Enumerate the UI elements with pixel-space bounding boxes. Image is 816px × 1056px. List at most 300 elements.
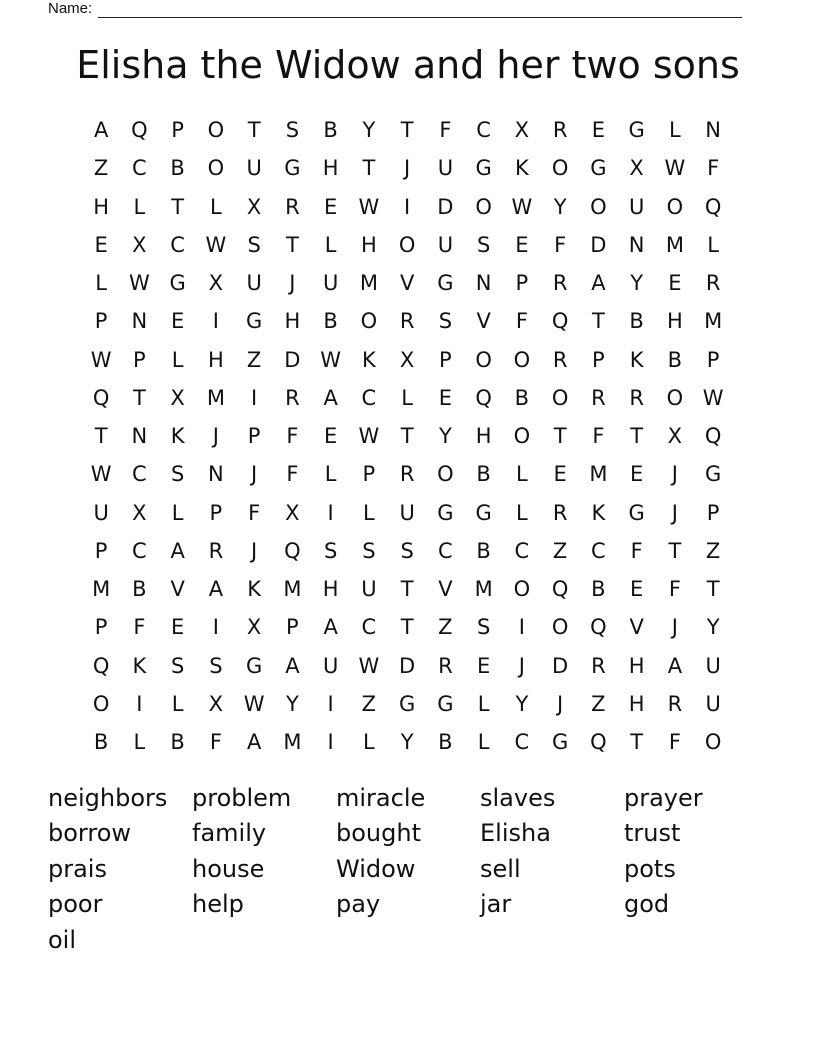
grid-cell[interactable]: P: [592, 347, 605, 372]
grid-cell[interactable]: J: [212, 424, 219, 449]
grid-cell[interactable]: R: [591, 385, 606, 410]
grid-cell[interactable]: T: [171, 194, 185, 219]
grid-cell[interactable]: R: [285, 194, 300, 219]
grid-cell[interactable]: L: [133, 730, 146, 755]
grid-cell[interactable]: B: [323, 118, 338, 143]
grid-cell[interactable]: E: [438, 385, 453, 410]
grid-cell[interactable]: M: [283, 577, 302, 602]
grid-cell[interactable]: O: [590, 194, 607, 219]
grid-cell[interactable]: Z: [246, 347, 262, 372]
grid-cell[interactable]: G: [590, 156, 607, 181]
grid-cell[interactable]: I: [327, 730, 334, 755]
grid-cell[interactable]: E: [591, 118, 606, 143]
grid-cell[interactable]: Y: [706, 615, 720, 640]
grid-cell[interactable]: I: [518, 615, 525, 640]
grid-cell[interactable]: P: [706, 500, 720, 525]
grid-cell[interactable]: R: [705, 271, 721, 296]
grid-cell[interactable]: L: [171, 500, 184, 525]
grid-cell[interactable]: E: [94, 232, 108, 257]
grid-cell[interactable]: U: [361, 577, 377, 602]
grid-cell[interactable]: U: [437, 232, 454, 257]
grid-cell[interactable]: C: [170, 232, 185, 257]
grid-cell[interactable]: M: [589, 462, 608, 487]
grid-cell[interactable]: S: [362, 538, 376, 563]
grid-cell[interactable]: M: [206, 385, 225, 410]
grid-cell[interactable]: R: [208, 538, 224, 563]
grid-cell[interactable]: A: [170, 538, 185, 563]
grid-cell[interactable]: Z: [361, 691, 377, 716]
grid-cell[interactable]: U: [399, 500, 415, 525]
page-title: Elisha the Widow and her two sons: [76, 43, 740, 87]
grid-cell[interactable]: S: [285, 118, 300, 143]
grid-cell[interactable]: R: [552, 500, 568, 525]
grid-cell[interactable]: Q: [704, 194, 722, 219]
grid-cell[interactable]: E: [323, 194, 338, 219]
grid-cell[interactable]: O: [704, 730, 722, 755]
grid-cell[interactable]: F: [668, 577, 681, 602]
grid-cell[interactable]: P: [171, 118, 184, 143]
grid-cell[interactable]: I: [327, 691, 334, 716]
grid-cell[interactable]: R: [629, 385, 644, 410]
grid-cell[interactable]: G: [475, 156, 492, 181]
grid-cell[interactable]: D: [590, 232, 607, 257]
grid-cell[interactable]: G: [475, 500, 492, 525]
grid-cell[interactable]: S: [476, 615, 491, 640]
grid-cell[interactable]: Q: [131, 118, 148, 143]
grid-cell[interactable]: V: [399, 271, 415, 296]
grid-cell[interactable]: G: [437, 500, 454, 525]
grid-cell[interactable]: H: [475, 424, 492, 449]
grid-cell[interactable]: W: [90, 347, 112, 372]
grid-cell[interactable]: Q: [92, 653, 110, 678]
grid-cell[interactable]: P: [94, 309, 108, 334]
grid-cell[interactable]: G: [437, 271, 454, 296]
grid-cell[interactable]: O: [92, 691, 110, 716]
grid-cell[interactable]: R: [667, 691, 683, 716]
grid-cell[interactable]: J: [251, 462, 258, 487]
grid-cell[interactable]: F: [248, 500, 261, 525]
grid-cell[interactable]: H: [322, 577, 339, 602]
grid-cell[interactable]: W: [358, 653, 380, 678]
grid-cell[interactable]: B: [629, 309, 644, 334]
grid-cell[interactable]: B: [476, 462, 491, 487]
grid-cell[interactable]: H: [93, 194, 110, 219]
name-field: [48, 0, 742, 18]
grid-cell[interactable]: F: [286, 424, 299, 449]
grid-cell[interactable]: M: [283, 730, 302, 755]
grid-cell[interactable]: W: [90, 462, 112, 487]
grid-cell[interactable]: E: [629, 462, 644, 487]
grid-cell[interactable]: A: [208, 577, 224, 602]
grid-cell[interactable]: I: [251, 385, 258, 410]
grid-cell[interactable]: B: [93, 730, 109, 755]
grid-cell[interactable]: D: [437, 194, 454, 219]
grid-cell[interactable]: F: [286, 462, 299, 487]
word-list-item: family: [192, 819, 267, 848]
grid-cell[interactable]: C: [514, 730, 530, 755]
grid-cell[interactable]: G: [245, 309, 263, 334]
grid-cell[interactable]: U: [322, 271, 339, 296]
grid-cell[interactable]: L: [324, 462, 337, 487]
grid-cell[interactable]: T: [630, 730, 644, 755]
grid-cell[interactable]: L: [401, 385, 413, 410]
grid-cell[interactable]: H: [628, 691, 645, 716]
grid-cell[interactable]: C: [591, 538, 606, 563]
grid-cell[interactable]: A: [285, 653, 300, 678]
grid-cell[interactable]: Y: [400, 730, 414, 755]
grid-cell[interactable]: A: [667, 653, 683, 678]
grid-cell[interactable]: J: [671, 615, 678, 640]
grid-cell[interactable]: B: [323, 309, 338, 334]
grid-cell[interactable]: X: [208, 271, 224, 296]
name-underline[interactable]: [98, 3, 742, 18]
grid-cell[interactable]: S: [323, 538, 338, 563]
grid-cell[interactable]: M: [704, 309, 723, 334]
grid-cell[interactable]: C: [132, 538, 147, 563]
grid-cell[interactable]: P: [286, 615, 299, 640]
grid-cell[interactable]: G: [628, 118, 645, 143]
grid-cell[interactable]: D: [552, 653, 569, 678]
grid-cell[interactable]: J: [557, 691, 564, 716]
grid-cell[interactable]: T: [285, 232, 299, 257]
word-list-item: prayer: [624, 783, 703, 812]
grid-cell[interactable]: T: [400, 615, 414, 640]
grid-cell[interactable]: S: [438, 309, 453, 334]
grid-cell[interactable]: H: [628, 653, 645, 678]
grid-cell[interactable]: O: [207, 118, 225, 143]
grid-cell[interactable]: X: [170, 385, 185, 410]
grid-cell[interactable]: V: [170, 577, 185, 602]
grid-cell[interactable]: O: [513, 347, 531, 372]
grid-cell[interactable]: W: [511, 194, 533, 219]
grid-cell[interactable]: Q: [551, 577, 569, 602]
grid-cell[interactable]: A: [323, 615, 338, 640]
word-list-item: Widow: [336, 854, 416, 883]
grid-cell[interactable]: P: [133, 347, 146, 372]
grid-cell[interactable]: O: [360, 309, 378, 334]
grid-cell[interactable]: G: [398, 691, 416, 716]
grid-cell[interactable]: D: [284, 347, 301, 372]
word-list: [48, 780, 768, 958]
grid-cell[interactable]: J: [404, 156, 411, 181]
grid-cell[interactable]: L: [516, 500, 528, 525]
letter-grid: [82, 111, 732, 761]
grid-cell[interactable]: F: [707, 156, 720, 181]
grid-cell[interactable]: Y: [285, 691, 299, 716]
grid-cell[interactable]: V: [476, 309, 491, 334]
grid-cell[interactable]: Q: [590, 615, 607, 640]
grid-cell[interactable]: R: [552, 118, 568, 143]
grid-cell[interactable]: U: [246, 271, 262, 296]
grid-cell[interactable]: H: [284, 309, 301, 334]
grid-cell[interactable]: R: [552, 347, 568, 372]
grid-cell[interactable]: H: [360, 232, 377, 257]
grid-cell[interactable]: H: [322, 156, 339, 181]
grid-cell[interactable]: B: [667, 347, 683, 372]
grid-cell[interactable]: H: [666, 309, 683, 334]
grid-cell[interactable]: T: [553, 424, 567, 449]
grid-cell[interactable]: P: [362, 462, 376, 487]
grid-cell[interactable]: W: [664, 156, 686, 181]
grid-cell[interactable]: W: [702, 385, 724, 410]
grid-cell[interactable]: F: [133, 615, 146, 640]
grid-cell[interactable]: I: [404, 194, 411, 219]
grid-cell[interactable]: F: [592, 424, 605, 449]
grid-cell[interactable]: F: [439, 118, 452, 143]
grid-cell[interactable]: X: [246, 615, 262, 640]
grid-cell[interactable]: X: [208, 691, 224, 716]
grid-cell[interactable]: S: [170, 462, 185, 487]
grid-cell[interactable]: X: [629, 156, 644, 181]
grid-cell[interactable]: W: [358, 194, 380, 219]
grid-cell[interactable]: V: [438, 577, 453, 602]
grid-cell[interactable]: O: [551, 615, 569, 640]
grid-cell[interactable]: L: [363, 500, 375, 525]
grid-cell[interactable]: P: [94, 538, 108, 563]
grid-cell[interactable]: O: [551, 385, 569, 410]
grid-cell[interactable]: I: [212, 615, 219, 640]
grid-cell[interactable]: U: [705, 653, 721, 678]
grid-cell[interactable]: S: [400, 538, 414, 563]
grid-cell[interactable]: F: [209, 730, 222, 755]
grid-cell[interactable]: N: [705, 118, 721, 143]
grid-cell[interactable]: B: [514, 385, 530, 410]
grid-cell[interactable]: C: [361, 615, 377, 640]
grid-cell[interactable]: Q: [284, 538, 301, 563]
grid-cell[interactable]: K: [247, 577, 262, 602]
grid-cell[interactable]: L: [324, 232, 337, 257]
grid-cell[interactable]: O: [207, 156, 225, 181]
grid-cell[interactable]: L: [171, 347, 184, 372]
grid-cell[interactable]: J: [289, 271, 296, 296]
grid-cell[interactable]: G: [704, 462, 722, 487]
grid-cell[interactable]: E: [170, 309, 185, 334]
grid-cell[interactable]: U: [93, 500, 109, 525]
grid-cell[interactable]: W: [128, 271, 150, 296]
grid-cell[interactable]: S: [247, 232, 261, 257]
grid-cell[interactable]: B: [438, 730, 453, 755]
grid-cell[interactable]: E: [476, 653, 491, 678]
grid-cell[interactable]: T: [668, 538, 682, 563]
grid-cell[interactable]: M: [92, 577, 111, 602]
grid-cell[interactable]: P: [94, 615, 108, 640]
grid-cell[interactable]: M: [474, 577, 493, 602]
grid-cell[interactable]: B: [170, 730, 185, 755]
grid-cell[interactable]: Y: [630, 271, 644, 296]
grid-cell[interactable]: G: [169, 271, 186, 296]
grid-cell[interactable]: T: [400, 424, 414, 449]
grid-cell[interactable]: E: [515, 232, 529, 257]
grid-cell[interactable]: O: [666, 385, 684, 410]
grid-cell[interactable]: G: [245, 653, 263, 678]
grid-cell[interactable]: T: [400, 118, 414, 143]
grid-cell[interactable]: H: [207, 347, 224, 372]
grid-cell[interactable]: X: [246, 194, 262, 219]
grid-cell[interactable]: T: [591, 309, 605, 334]
grid-cell[interactable]: A: [93, 118, 109, 143]
grid-cell[interactable]: V: [629, 615, 644, 640]
grid-cell[interactable]: Q: [475, 385, 492, 410]
grid-cell[interactable]: Z: [552, 538, 568, 563]
grid-cell[interactable]: N: [131, 309, 148, 334]
grid-cell[interactable]: B: [591, 577, 606, 602]
grid-cell[interactable]: R: [399, 462, 415, 487]
grid-cell[interactable]: X: [132, 500, 147, 525]
grid-cell[interactable]: K: [170, 424, 185, 449]
grid-cell[interactable]: J: [518, 653, 525, 678]
grid-cell[interactable]: L: [171, 691, 184, 716]
grid-cell[interactable]: O: [398, 232, 416, 257]
grid-cell[interactable]: U: [322, 653, 339, 678]
grid-cell[interactable]: G: [437, 691, 454, 716]
grid-cell[interactable]: B: [476, 538, 491, 563]
grid-cell[interactable]: R: [438, 653, 453, 678]
grid-cell[interactable]: T: [706, 577, 720, 602]
grid-cell[interactable]: E: [629, 577, 644, 602]
grid-cell[interactable]: W: [243, 691, 265, 716]
grid-cell[interactable]: W: [320, 347, 341, 372]
grid-cell[interactable]: T: [400, 577, 414, 602]
grid-cell[interactable]: L: [477, 730, 490, 755]
grid-cell[interactable]: A: [246, 730, 262, 755]
grid-cell[interactable]: R: [285, 385, 300, 410]
grid-cell[interactable]: I: [136, 691, 143, 716]
grid-cell[interactable]: O: [513, 424, 531, 449]
grid-cell[interactable]: E: [170, 615, 185, 640]
grid-cell[interactable]: K: [361, 347, 376, 372]
grid-cell[interactable]: X: [514, 118, 530, 143]
grid-cell[interactable]: L: [669, 118, 681, 143]
grid-cell[interactable]: K: [591, 500, 606, 525]
grid-cell[interactable]: F: [554, 232, 567, 257]
grid-cell[interactable]: C: [476, 118, 491, 143]
grid-cell[interactable]: C: [132, 462, 147, 487]
word-list-item: pots: [624, 854, 676, 883]
grid-cell[interactable]: P: [515, 271, 529, 296]
grid-cell[interactable]: S: [170, 653, 185, 678]
grid-cell[interactable]: K: [132, 653, 147, 678]
grid-cell[interactable]: X: [399, 347, 415, 372]
grid-cell[interactable]: J: [671, 462, 678, 487]
word-list-item: help: [192, 890, 244, 919]
grid-cell[interactable]: G: [284, 156, 301, 181]
grid-cell[interactable]: P: [247, 424, 261, 449]
grid-cell[interactable]: W: [358, 424, 380, 449]
grid-cell[interactable]: X: [285, 500, 300, 525]
grid-cell[interactable]: F: [630, 538, 643, 563]
grid-cell[interactable]: J: [251, 538, 258, 563]
grid-cell[interactable]: Z: [591, 691, 606, 716]
grid-cell[interactable]: O: [475, 347, 492, 372]
grid-cell[interactable]: F: [668, 730, 681, 755]
grid-cell[interactable]: L: [210, 194, 222, 219]
grid-cell[interactable]: Z: [705, 538, 721, 563]
grid-cell[interactable]: D: [399, 653, 416, 678]
grid-cell[interactable]: R: [552, 271, 568, 296]
grid-cell[interactable]: O: [513, 577, 531, 602]
grid-cell[interactable]: P: [439, 347, 452, 372]
grid-cell[interactable]: Z: [438, 615, 453, 640]
grid-cell[interactable]: O: [475, 194, 492, 219]
grid-cell[interactable]: I: [327, 500, 334, 525]
word-list-item: problem: [192, 783, 292, 812]
grid-cell[interactable]: W: [205, 232, 227, 257]
grid-cell[interactable]: E: [323, 424, 338, 449]
grid-cell[interactable]: R: [399, 309, 415, 334]
grid-cell[interactable]: X: [667, 424, 683, 449]
grid-cell[interactable]: N: [475, 271, 492, 296]
grid-cell[interactable]: P: [209, 500, 223, 525]
grid-cell[interactable]: B: [132, 577, 147, 602]
grid-cell[interactable]: K: [514, 156, 529, 181]
grid-cell[interactable]: L: [707, 232, 719, 257]
grid-cell[interactable]: L: [95, 271, 107, 296]
grid-cell[interactable]: R: [591, 653, 606, 678]
grid-cell[interactable]: Z: [93, 156, 109, 181]
grid-cell[interactable]: B: [170, 156, 185, 181]
grid-cell[interactable]: I: [212, 309, 219, 334]
grid-cell[interactable]: Y: [553, 194, 567, 219]
grid-cell[interactable]: L: [133, 194, 146, 219]
grid-cell[interactable]: U: [705, 691, 721, 716]
grid-cell[interactable]: X: [132, 232, 147, 257]
grid-cell[interactable]: O: [551, 156, 569, 181]
grid-cell[interactable]: P: [706, 347, 720, 372]
grid-cell[interactable]: C: [514, 538, 530, 563]
grid-cell[interactable]: U: [246, 156, 262, 181]
grid-cell[interactable]: A: [323, 385, 338, 410]
grid-cell[interactable]: T: [132, 385, 146, 410]
grid-cell[interactable]: Y: [515, 691, 529, 716]
grid-cell[interactable]: L: [363, 730, 375, 755]
grid-cell[interactable]: N: [131, 424, 148, 449]
grid-cell[interactable]: N: [628, 232, 645, 257]
grid-cell[interactable]: Y: [438, 424, 452, 449]
grid-cell[interactable]: A: [591, 271, 606, 296]
grid-cell[interactable]: N: [208, 462, 224, 487]
grid-cell[interactable]: S: [476, 232, 491, 257]
grid-cell[interactable]: T: [94, 424, 108, 449]
grid-cell[interactable]: G: [628, 500, 645, 525]
grid-cell[interactable]: O: [666, 194, 684, 219]
grid-cell[interactable]: Y: [362, 118, 376, 143]
grid-cell[interactable]: C: [361, 385, 377, 410]
grid-cell[interactable]: Q: [704, 424, 722, 449]
grid-cell[interactable]: E: [553, 462, 567, 487]
grid-cell[interactable]: L: [516, 462, 528, 487]
grid-cell[interactable]: S: [209, 653, 223, 678]
grid-cell[interactable]: T: [247, 118, 261, 143]
grid-cell[interactable]: Q: [551, 309, 569, 334]
grid-cell[interactable]: Q: [92, 385, 110, 410]
grid-cell[interactable]: Q: [590, 730, 607, 755]
grid-cell[interactable]: G: [551, 730, 569, 755]
grid-cell[interactable]: K: [629, 347, 644, 372]
grid-cell[interactable]: U: [437, 156, 454, 181]
grid-cell[interactable]: T: [630, 424, 644, 449]
grid-cell[interactable]: E: [668, 271, 682, 296]
grid-cell[interactable]: C: [132, 156, 147, 181]
grid-cell[interactable]: M: [359, 271, 378, 296]
grid-cell[interactable]: C: [438, 538, 453, 563]
grid-cell[interactable]: O: [437, 462, 454, 487]
grid-cell[interactable]: U: [628, 194, 645, 219]
grid-cell[interactable]: T: [362, 156, 376, 181]
grid-cell[interactable]: J: [671, 500, 678, 525]
grid-cell[interactable]: M: [665, 232, 684, 257]
grid-cell[interactable]: F: [515, 309, 528, 334]
grid-cell[interactable]: L: [477, 691, 490, 716]
